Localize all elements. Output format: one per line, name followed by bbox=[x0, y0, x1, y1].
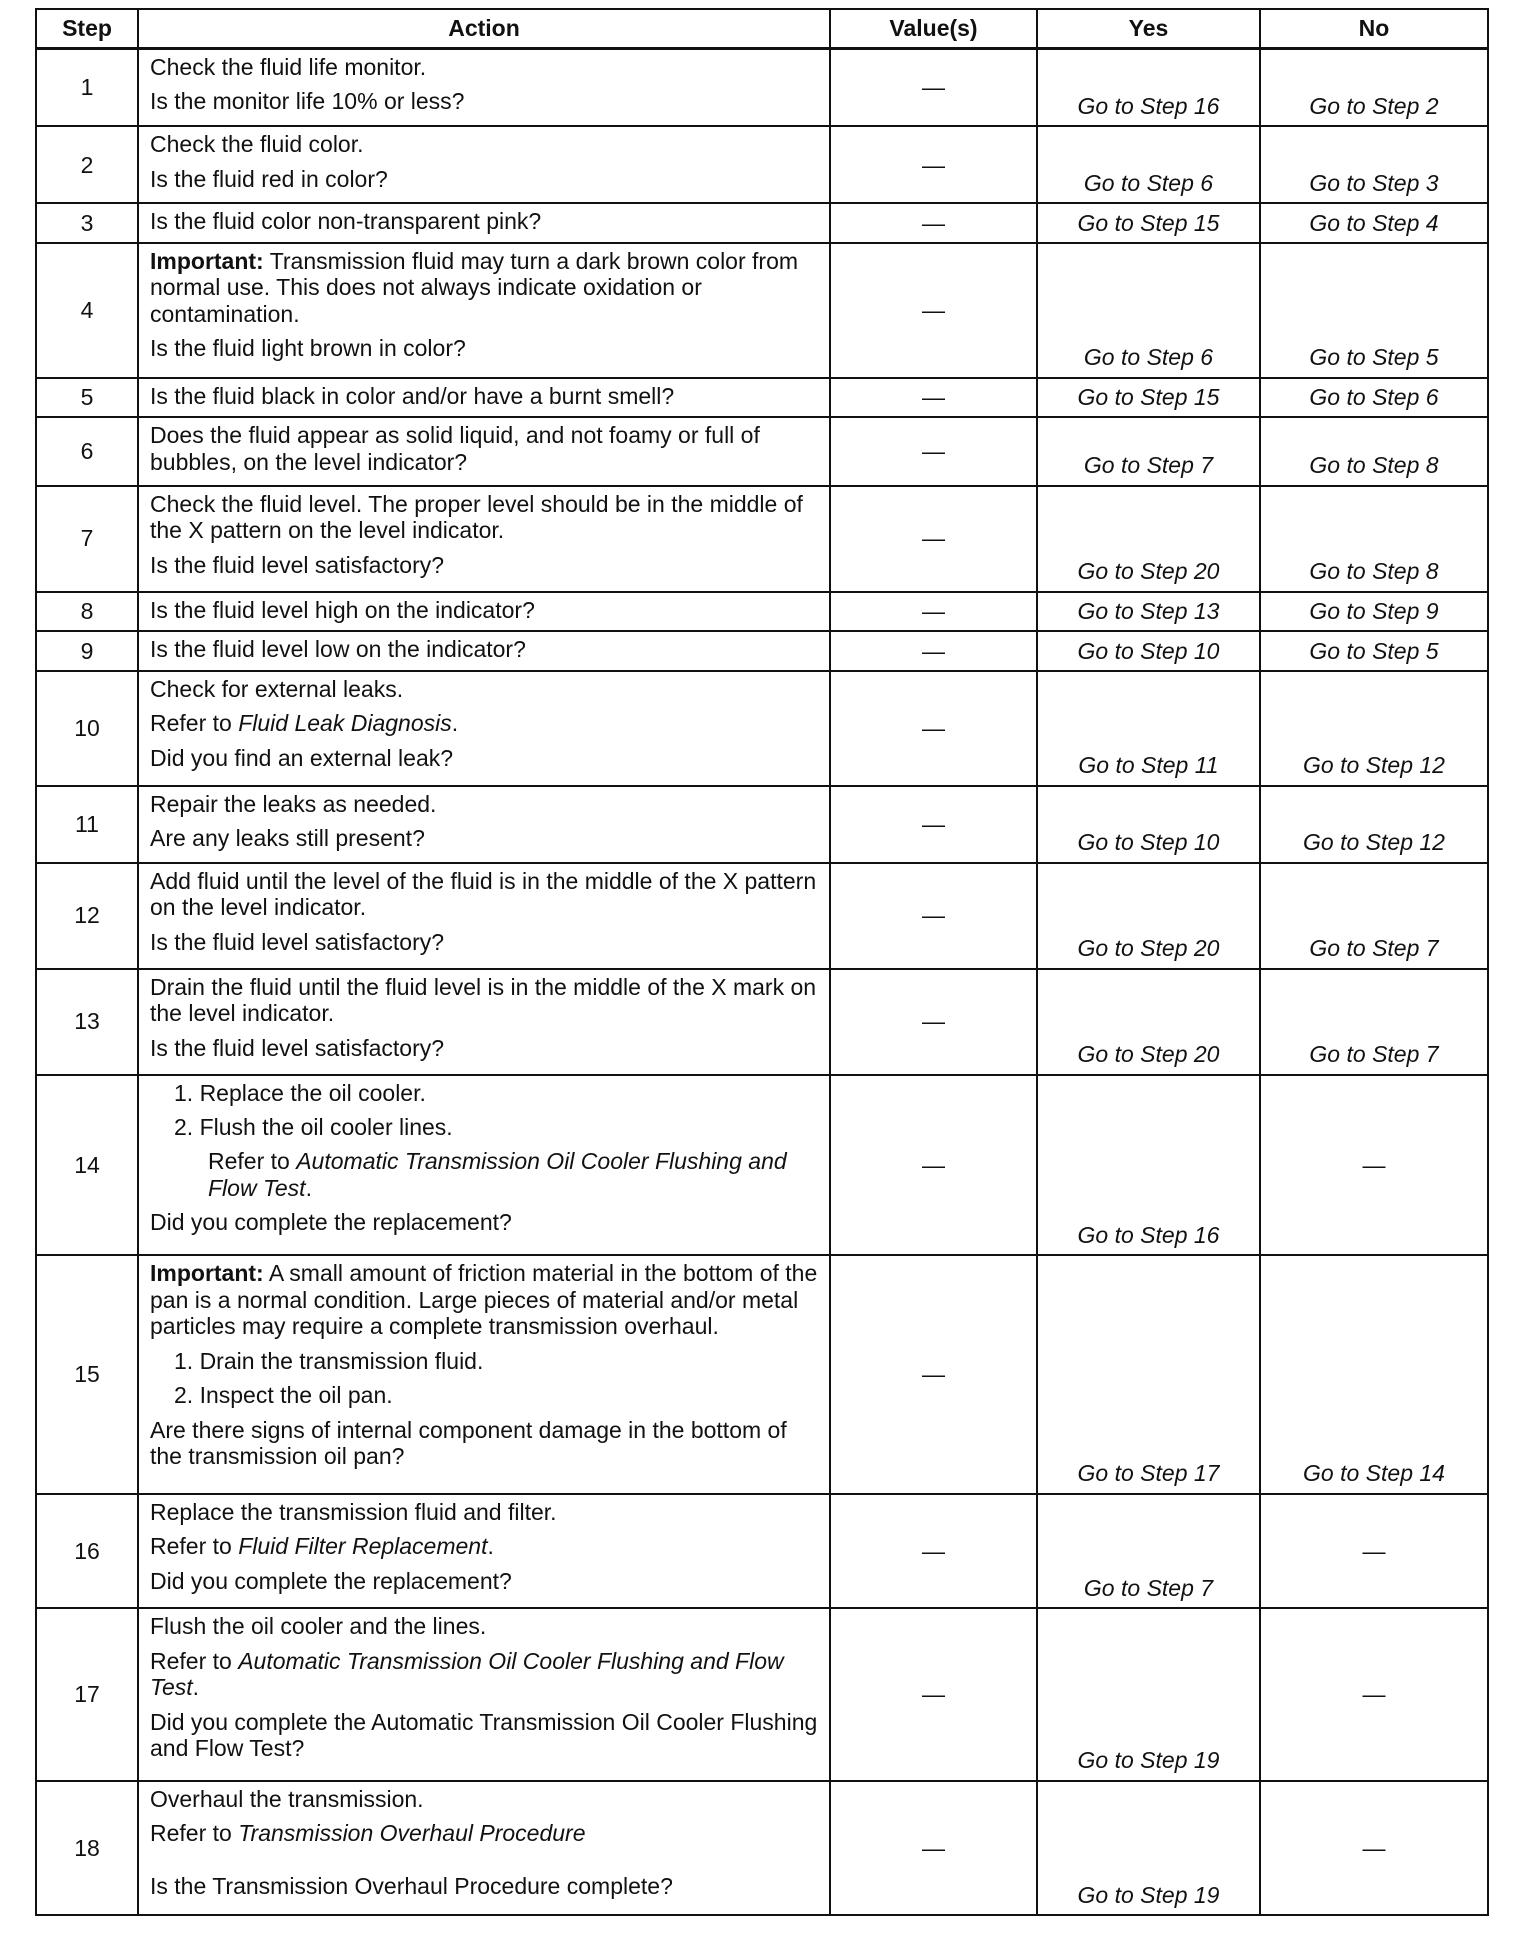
action-question: Is the fluid level satisfactory? bbox=[150, 551, 445, 578]
value-cell: — bbox=[830, 786, 1037, 863]
yes-cell: Go to Step 19 bbox=[1037, 1781, 1260, 1915]
yes-cell: Go to Step 6 bbox=[1037, 243, 1260, 378]
action-question: Is the fluid color non-transparent pink? bbox=[150, 208, 542, 235]
value-cell: — bbox=[830, 1075, 1037, 1256]
reference-prefix: Refer to bbox=[208, 1148, 297, 1175]
action-cell bbox=[138, 243, 830, 378]
step-number: 14 bbox=[36, 1075, 138, 1256]
action-question: Is the fluid black in color and/or have a burnt smell? bbox=[150, 382, 675, 409]
action-cell bbox=[138, 671, 830, 786]
reference-line bbox=[150, 710, 821, 736]
reference-line bbox=[150, 1533, 821, 1559]
step-number: 5 bbox=[36, 378, 138, 418]
value-cell: — bbox=[830, 631, 1037, 671]
yes-cell: Go to Step 7 bbox=[1037, 417, 1260, 485]
action-line: Flush the oil cooler and the lines. bbox=[150, 1613, 487, 1640]
value-cell: — bbox=[830, 126, 1037, 203]
step-number: 15 bbox=[36, 1255, 138, 1493]
action-cell bbox=[138, 417, 830, 485]
table-row bbox=[36, 1608, 1488, 1780]
action-line: Check for external leaks. bbox=[150, 675, 404, 702]
no-cell: — bbox=[1260, 1608, 1488, 1780]
no-cell: Go to Step 12 bbox=[1260, 671, 1488, 786]
action-line: Repair the leaks as needed. bbox=[150, 790, 437, 817]
no-cell: Go to Step 7 bbox=[1260, 969, 1488, 1075]
yes-cell: Go to Step 11 bbox=[1037, 671, 1260, 786]
step-number: 8 bbox=[36, 592, 138, 632]
step-number: 12 bbox=[36, 863, 138, 969]
table-row bbox=[36, 786, 1488, 863]
action-question: Does the fluid appear as solid liquid, and not foamy or full of bubbles, on the level indicator? bbox=[150, 422, 760, 475]
action-question: Is the Transmission Overhaul Procedure complete? bbox=[150, 1872, 673, 1899]
reference-link[interactable]: Automatic Transmission Oil Cooler Flushing and Flow Test bbox=[208, 1148, 787, 1201]
action-cell bbox=[138, 631, 830, 671]
value-cell: — bbox=[830, 671, 1037, 786]
no-cell: — bbox=[1260, 1494, 1488, 1609]
no-cell: Go to Step 4 bbox=[1260, 203, 1488, 243]
diagnostic-table bbox=[35, 8, 1489, 1916]
yes-cell: Go to Step 10 bbox=[1037, 631, 1260, 671]
table-row bbox=[36, 1255, 1488, 1493]
reference-suffix: . bbox=[192, 1674, 200, 1701]
step-number: 4 bbox=[36, 243, 138, 378]
table-row bbox=[36, 592, 1488, 632]
yes-cell: Go to Step 10 bbox=[1037, 786, 1260, 863]
step-number: 9 bbox=[36, 631, 138, 671]
action-cell bbox=[138, 786, 830, 863]
numbered-item: 2. Inspect the oil pan. bbox=[174, 1382, 393, 1409]
table-row bbox=[36, 631, 1488, 671]
value-cell: — bbox=[830, 203, 1037, 243]
action-cell bbox=[138, 863, 830, 969]
action-cell bbox=[138, 592, 830, 632]
reference-suffix: . bbox=[305, 1174, 312, 1201]
action-question: Did you complete the replacement? bbox=[150, 1209, 512, 1236]
table-row bbox=[36, 49, 1488, 127]
yes-cell: Go to Step 20 bbox=[1037, 969, 1260, 1075]
header-action: Action bbox=[138, 9, 830, 49]
no-cell: Go to Step 2 bbox=[1260, 49, 1488, 127]
no-cell: Go to Step 8 bbox=[1260, 486, 1488, 592]
table-row bbox=[36, 671, 1488, 786]
action-question: Did you find an external leak? bbox=[150, 744, 454, 771]
action-question: Is the fluid level low on the indicator? bbox=[150, 636, 526, 663]
yes-cell: Go to Step 16 bbox=[1037, 1075, 1260, 1256]
table-row bbox=[36, 243, 1488, 378]
reference-line bbox=[208, 1148, 821, 1201]
step-number: 3 bbox=[36, 203, 138, 243]
step-number: 7 bbox=[36, 486, 138, 592]
spacer bbox=[150, 1855, 821, 1873]
yes-cell: Go to Step 6 bbox=[1037, 126, 1260, 203]
header-no: No bbox=[1260, 9, 1488, 49]
numbered-item: 2. Flush the oil cooler lines. bbox=[174, 1113, 453, 1140]
value-cell: — bbox=[830, 486, 1037, 592]
action-cell bbox=[138, 378, 830, 418]
action-cell bbox=[138, 203, 830, 243]
reference-link[interactable]: Fluid Leak Diagnosis bbox=[238, 710, 452, 737]
value-cell: — bbox=[830, 378, 1037, 418]
reference-prefix: Refer to bbox=[150, 710, 239, 737]
action-line: Overhaul the transmission. bbox=[150, 1785, 424, 1812]
reference-link[interactable]: Automatic Transmission Oil Cooler Flushing and Flow Test bbox=[150, 1647, 784, 1701]
step-number: 13 bbox=[36, 969, 138, 1075]
no-cell: — bbox=[1260, 1075, 1488, 1256]
table-row bbox=[36, 126, 1488, 203]
table-row bbox=[36, 1781, 1488, 1915]
action-cell bbox=[138, 969, 830, 1075]
yes-cell: Go to Step 13 bbox=[1037, 592, 1260, 632]
action-line: Drain the fluid until the fluid level is in the middle of the X mark on the level indicator. bbox=[150, 973, 817, 1027]
no-cell: Go to Step 9 bbox=[1260, 592, 1488, 632]
yes-cell: Go to Step 7 bbox=[1037, 1494, 1260, 1609]
important-label: Important: bbox=[150, 1260, 264, 1287]
action-question: Is the fluid light brown in color? bbox=[150, 335, 466, 362]
value-cell: — bbox=[830, 1255, 1037, 1493]
reference-prefix: Refer to bbox=[150, 1647, 239, 1674]
no-cell: Go to Step 6 bbox=[1260, 378, 1488, 418]
table-row bbox=[36, 417, 1488, 485]
action-cell bbox=[138, 1075, 830, 1256]
action-question: Did you complete the replacement? bbox=[150, 1567, 512, 1594]
reference-line bbox=[150, 1820, 821, 1846]
reference-prefix: Refer to bbox=[150, 1533, 239, 1560]
action-cell bbox=[138, 486, 830, 592]
reference-link[interactable]: Fluid Filter Replacement bbox=[238, 1533, 488, 1560]
yes-cell: Go to Step 15 bbox=[1037, 378, 1260, 418]
step-number: 11 bbox=[36, 786, 138, 863]
action-line: Check the fluid life monitor. bbox=[150, 54, 427, 80]
reference-prefix: Refer to bbox=[150, 1820, 239, 1847]
step-number: 18 bbox=[36, 1781, 138, 1915]
action-question: Is the fluid level satisfactory? bbox=[150, 1034, 445, 1061]
value-cell: — bbox=[830, 1608, 1037, 1780]
action-cell bbox=[138, 126, 830, 203]
table-row bbox=[36, 203, 1488, 243]
value-cell: — bbox=[830, 417, 1037, 485]
action-question: Is the fluid level satisfactory? bbox=[150, 928, 445, 955]
action-question: Is the fluid red in color? bbox=[150, 165, 388, 192]
value-cell: — bbox=[830, 969, 1037, 1075]
yes-cell: Go to Step 17 bbox=[1037, 1255, 1260, 1493]
table-row bbox=[36, 378, 1488, 418]
header-step: Step bbox=[36, 9, 138, 49]
value-cell: — bbox=[830, 49, 1037, 127]
no-cell: Go to Step 7 bbox=[1260, 863, 1488, 969]
no-cell: Go to Step 5 bbox=[1260, 243, 1488, 378]
header-values: Value(s) bbox=[830, 9, 1037, 49]
value-cell: — bbox=[830, 243, 1037, 378]
value-cell: — bbox=[830, 592, 1037, 632]
important-label: Important: bbox=[150, 247, 264, 274]
yes-cell: Go to Step 20 bbox=[1037, 486, 1260, 592]
reference-line bbox=[150, 1648, 821, 1701]
action-cell bbox=[138, 1255, 830, 1493]
action-cell bbox=[138, 49, 830, 127]
action-question: Is the fluid level high on the indicator? bbox=[150, 596, 535, 623]
no-cell: Go to Step 3 bbox=[1260, 126, 1488, 203]
step-number: 6 bbox=[36, 417, 138, 485]
reference-suffix: . bbox=[451, 710, 459, 737]
action-cell bbox=[138, 1781, 830, 1915]
table-row bbox=[36, 863, 1488, 969]
step-number: 1 bbox=[36, 49, 138, 127]
table-row bbox=[36, 486, 1488, 592]
numbered-item: 1. Replace the oil cooler. bbox=[174, 1079, 426, 1106]
header-yes: Yes bbox=[1037, 9, 1260, 49]
action-line: Replace the transmission fluid and filter. bbox=[150, 1498, 557, 1525]
yes-cell: Go to Step 15 bbox=[1037, 203, 1260, 243]
table-row bbox=[36, 1494, 1488, 1609]
action-cell bbox=[138, 1494, 830, 1609]
important-note bbox=[150, 1260, 821, 1339]
action-question: Are any leaks still present? bbox=[150, 825, 425, 852]
no-cell: — bbox=[1260, 1781, 1488, 1915]
yes-cell: Go to Step 16 bbox=[1037, 49, 1260, 127]
table-row bbox=[36, 1075, 1488, 1256]
step-number: 16 bbox=[36, 1494, 138, 1609]
no-cell: Go to Step 5 bbox=[1260, 631, 1488, 671]
step-number: 10 bbox=[36, 671, 138, 786]
action-line: Add fluid until the level of the fluid is in the middle of the X pattern on the level indicator. bbox=[150, 867, 817, 921]
no-cell: Go to Step 14 bbox=[1260, 1255, 1488, 1493]
yes-cell: Go to Step 19 bbox=[1037, 1608, 1260, 1780]
action-line: Check the fluid level. The proper level should be in the middle of the X pattern on the level indicator. bbox=[150, 490, 803, 544]
action-question: Is the monitor life 10% or less? bbox=[150, 88, 465, 115]
action-question: Did you complete the Automatic Transmission Oil Cooler Flushing and Flow Test? bbox=[150, 1708, 818, 1762]
yes-cell: Go to Step 20 bbox=[1037, 863, 1260, 969]
step-number: 17 bbox=[36, 1608, 138, 1780]
value-cell: — bbox=[830, 1494, 1037, 1609]
action-line: Check the fluid color. bbox=[150, 131, 364, 158]
header-row bbox=[36, 9, 1488, 49]
reference-link[interactable]: Transmission Overhaul Procedure bbox=[238, 1820, 586, 1847]
action-question: Are there signs of internal component damage in the bottom of the transmission oil pan? bbox=[150, 1416, 787, 1470]
table-row bbox=[36, 969, 1488, 1075]
numbered-item: 1. Drain the transmission fluid. bbox=[174, 1347, 484, 1374]
important-text: A small amount of friction material in the bottom of the pan is a normal condition. Large pieces of material and/or metal particles may require a complete transmission overhaul. bbox=[150, 1260, 818, 1340]
step-number: 2 bbox=[36, 126, 138, 203]
value-cell: — bbox=[830, 863, 1037, 969]
important-text: Transmission fluid may turn a dark brown color from normal use. This does not always indicate oxidation or contamination. bbox=[150, 247, 799, 327]
reference-suffix: . bbox=[487, 1533, 494, 1560]
no-cell: Go to Step 12 bbox=[1260, 786, 1488, 863]
no-cell: Go to Step 8 bbox=[1260, 417, 1488, 485]
value-cell: — bbox=[830, 1781, 1037, 1915]
important-note bbox=[150, 248, 821, 327]
action-cell bbox=[138, 1608, 830, 1780]
